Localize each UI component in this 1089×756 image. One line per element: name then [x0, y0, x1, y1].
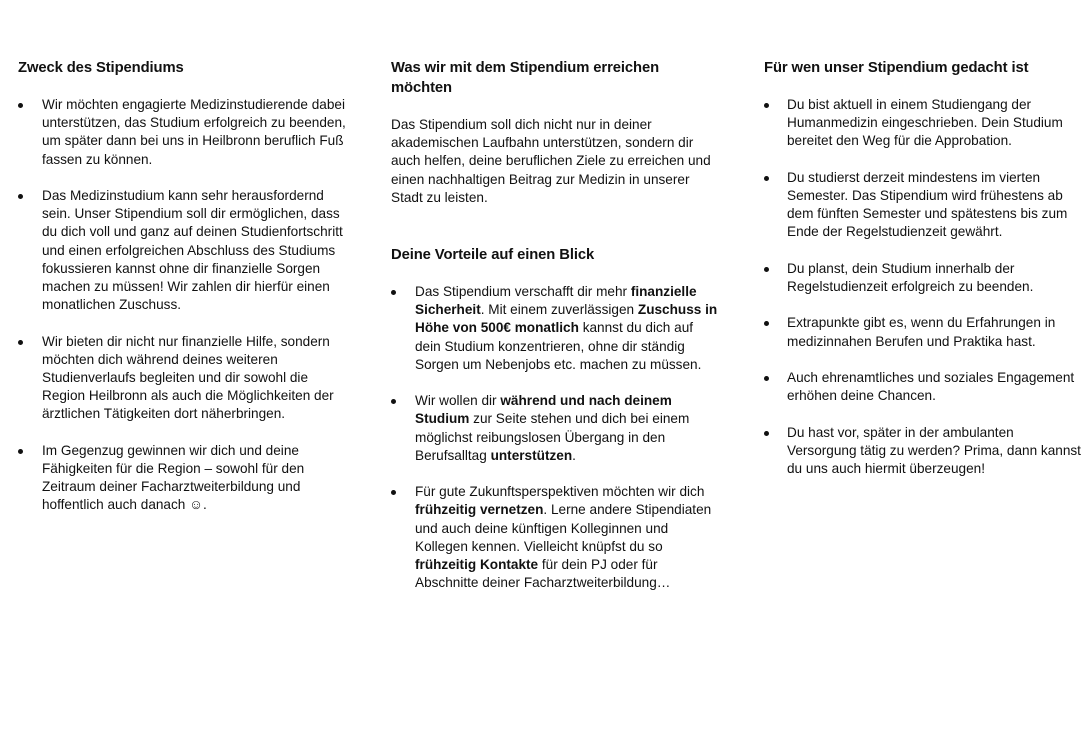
bullet-icon — [764, 103, 769, 108]
list-item: Du planst, dein Studium innerhalb der Regelstudienzeit erfolgreich zu beenden. — [764, 260, 1084, 296]
bullet-icon — [18, 449, 23, 454]
bullet-icon — [764, 431, 769, 436]
bullet-icon — [18, 194, 23, 199]
column-purpose — [18, 58, 348, 533]
bullet-icon — [391, 290, 396, 295]
heading-goals: Was wir mit dem Stipendium erreichen möchten — [391, 60, 660, 96]
emphasis-text: Zuschuss in Höhe von 500€ monatlich — [415, 302, 718, 336]
list-item: Wir bieten dir nicht nur finanzielle Hilfe, sondern möchten dich während deines weiteren Studienverlaufs begleiten und dir sowohl die Region Heilbronn als auch die Möglichkeiten der ärztlichen Tätigkeiten dort näherbringen. — [18, 333, 348, 424]
emphasis-text: frühzeitig Kontakte — [415, 557, 539, 573]
list-item: Du studierst derzeit mindestens im vierten Semester. Das Stipendium wird frühestens ab dem fünften Semester und spätestens bis zum Ende der Regelstudienzeit gewährt. — [764, 169, 1084, 242]
bullet-icon — [764, 267, 769, 272]
purpose-list — [18, 96, 348, 515]
bullet-icon — [18, 340, 23, 345]
column-eligibility — [764, 58, 1084, 496]
list-item: Das Stipendium verschafft dir mehr finanzielle Sicherheit. Mit einem zuverlässigen Zuschuss in Höhe von 500€ monatlich kannst du dich auf dein Studium konzentrieren, ohne dir ständig Sorgen um Nebenjobs etc. machen zu müssen. — [391, 283, 721, 374]
heading-purpose: Zweck des Stipendiums — [18, 60, 184, 76]
bullet-icon — [391, 490, 396, 495]
emphasis-text: finanzielle Sicherheit — [415, 284, 697, 318]
bullet-icon — [764, 321, 769, 326]
bullet-icon — [764, 376, 769, 381]
goals-paragraph: Das Stipendium soll dich nicht nur in deiner akademischen Laufbahn unterstützen, sondern dir auch helfen, deine beruflichen Ziele zu erreichen und einen nachhaltigen Beitrag zur Medizin in unserer Stadt zu leisten. — [391, 117, 711, 205]
emphasis-text: während und nach deinem Studium — [415, 393, 672, 427]
emphasis-text: unterstützen — [490, 447, 573, 463]
bullet-icon — [18, 103, 23, 108]
heading-benefits: Deine Vorteile auf einen Blick — [391, 247, 595, 264]
list-item: Du hast vor, später in der ambulanten Versorgung tätig zu werden? Prima, dann kannst du uns auch hiermit überzeugen! — [764, 424, 1084, 479]
column-goals — [391, 58, 721, 611]
list-item: Das Medizinstudium kann sehr herausfordernd sein. Unser Stipendium soll dir ermöglichen, dass du dich voll und ganz auf deinen Studienfortschritt und einen erfolgreichen Abschluss des Studiums fokussieren kannst ohne dir finanzielle Sorgen machen zu müssen! Wir zahlen dir hierfür einen monatlichen Zuschuss. — [18, 187, 348, 314]
list-item: Für gute Zukunftsperspektiven möchten wir dich frühzeitig vernetzen. Lerne andere Stipendiaten und auch deine künftigen Kolleginnen und Kollegen kennen. Vielleicht knüpfst du so frühzeitig Kontakte für dein PJ oder für Abschnitte deiner Facharztweiterbildung… — [391, 483, 721, 592]
heading-eligibility: Für wen unser Stipendium gedacht ist — [764, 60, 1029, 76]
benefits-list — [391, 283, 721, 592]
list-item: Wir wollen dir während und nach deinem Studium zur Seite stehen und dich bei einem möglichst reibungslosen Übergang in den Berufsalltag unterstützen. — [391, 392, 721, 465]
list-item: Auch ehrenamtliches und soziales Engagement erhöhen deine Chancen. — [764, 369, 1084, 405]
list-item: Extrapunkte gibt es, wenn du Erfahrungen in medizinnahen Berufen und Praktika hast. — [764, 314, 1084, 350]
bullet-icon — [391, 399, 396, 404]
emphasis-text: frühzeitig vernetzen — [415, 502, 544, 518]
bullet-icon — [764, 176, 769, 181]
eligibility-list — [764, 96, 1084, 478]
list-item: Im Gegenzug gewinnen wir dich und deine Fähigkeiten für die Region – sowohl für den Zeitraum deiner Facharztweiterbildung und hoffentlich auch danach ☺. — [18, 442, 348, 515]
list-item: Du bist aktuell in einem Studiengang der Humanmedizin eingeschrieben. Dein Studium bereitet den Weg für die Approbation. — [764, 96, 1084, 151]
list-item: Wir möchten engagierte Medizinstudierende dabei unterstützen, das Studium erfolgreich zu beenden, um später dann bei uns in Heilbronn beruflich Fuß fassen zu können. — [18, 96, 348, 169]
